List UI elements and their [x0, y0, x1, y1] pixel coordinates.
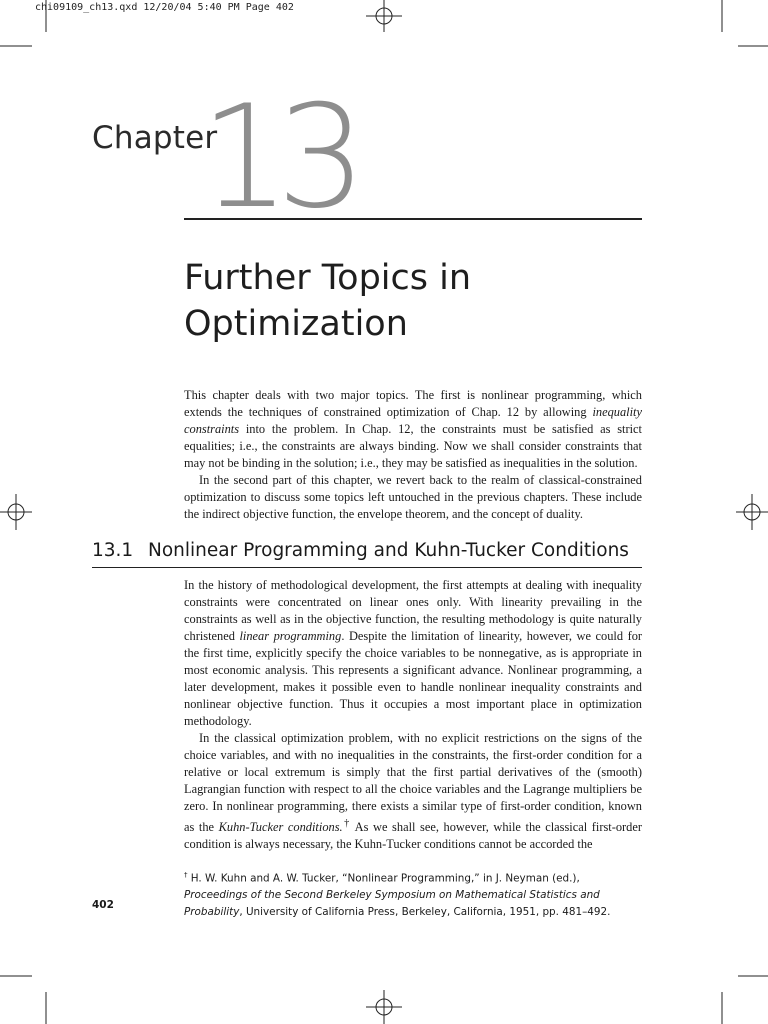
section-rule	[92, 567, 642, 568]
registration-target-right	[736, 494, 768, 530]
section-p1-italic-term: linear programming	[239, 629, 342, 643]
chapter-title-line-1: Further Topics in	[184, 258, 472, 298]
intro-p1-text-b: into the problem. In Chap. 12, the constraints must be satisfied as strict equalities; i.e., the constraints are always binding. Now we shall consider constraints that may not be binding in the solution; i.e., they may be satisfied as inequalities in the solution.	[184, 422, 642, 470]
section-p2-italic-term: Kuhn-Tucker conditions.	[218, 820, 343, 835]
footnote-text-b: , University of California Press, Berkeley, California, 1951, pp. 481–492.	[239, 906, 611, 919]
section-p2-text-b: As we shall see, however, while the classical first-order condition is always necessary, the Kuhn-Tucker conditions cannot be accorded the	[184, 820, 642, 852]
registration-target-top	[366, 0, 402, 32]
chapter-title	[184, 255, 644, 347]
section-paragraph-1	[184, 577, 642, 730]
section-p2-text-a: In the classical optimization problem, with no explicit restrictions on the signs of the choice variables, and with no inequalities in the constraints, the first-order condition for a relative or local extremum is simply that the first partial derivatives of the (smooth) Lagrangian function with respect to all the choice variables and the Lagrange multipliers be zero. In nonlinear programming, there exists a similar type of first-order condition, known as the	[184, 731, 642, 835]
section-body	[184, 577, 642, 853]
page-number: 402	[92, 899, 114, 911]
section-paragraph-2	[184, 730, 642, 853]
chapter-number: 13	[200, 75, 353, 240]
section-p1-text-b: . Despite the limitation of linearity, however, we could for the first time, explicitly specify the choice variables to be nonnegative, as is appropriate in most economic analysis. This represents a significant advance. Nonlinear programming, a later development, makes it possible even to handle nonlinear inequality constraints and nonlinear objective function. Thus it occupies a most important place in optimization methodology.	[184, 629, 643, 728]
footnote-mark: †	[184, 871, 188, 879]
intro-p1-italic-term: inequality constraints	[184, 405, 642, 436]
registration-target-left	[0, 494, 32, 530]
footnote-italic-title: Proceedings of the Second Berkeley Symposium on Mathematical Statistics and Probability	[184, 889, 600, 919]
footnote-reference-mark: †	[342, 818, 351, 829]
chapter-rule	[184, 218, 642, 220]
intro-paragraph-1	[184, 387, 642, 472]
intro-paragraph-2: In the second part of this chapter, we revert back to the realm of classical-constrained optimization to discuss some topics left untouched in the previous chapters. These include the indirect objective function, the envelope theorem, and the concept of duality.	[184, 473, 642, 521]
section-number: 13.1	[92, 540, 134, 561]
chapter-title-line-2: Optimization	[184, 304, 408, 344]
section-heading	[92, 540, 642, 561]
section-p1-text-a: In the history of methodological development, the first attempts at dealing with inequality constraints were concentrated on linear ones only. With linearity prevailing in the constraints as well as in the objective function, the resulting methodology is quite naturally christened	[184, 578, 642, 643]
intro-p1-text-a: This chapter deals with two major topics. The first is nonlinear programming, which extends the techniques of constrained optimization of Chap. 12 by allowing	[184, 388, 642, 419]
footnote	[184, 867, 642, 921]
chapter-label: Chapter	[92, 120, 218, 156]
registration-target-bottom	[366, 990, 402, 1024]
printer-slug: chi09109_ch13.qxd 12/20/04 5:40 PM Page 402	[35, 2, 294, 13]
footnote-text-a: H. W. Kuhn and A. W. Tucker, “Nonlinear Programming,” in J. Neyman (ed.),	[187, 872, 580, 885]
chapter-introduction	[184, 387, 642, 523]
section-title: Nonlinear Programming and Kuhn-Tucker Conditions	[148, 540, 629, 561]
footnote-text	[184, 867, 642, 921]
